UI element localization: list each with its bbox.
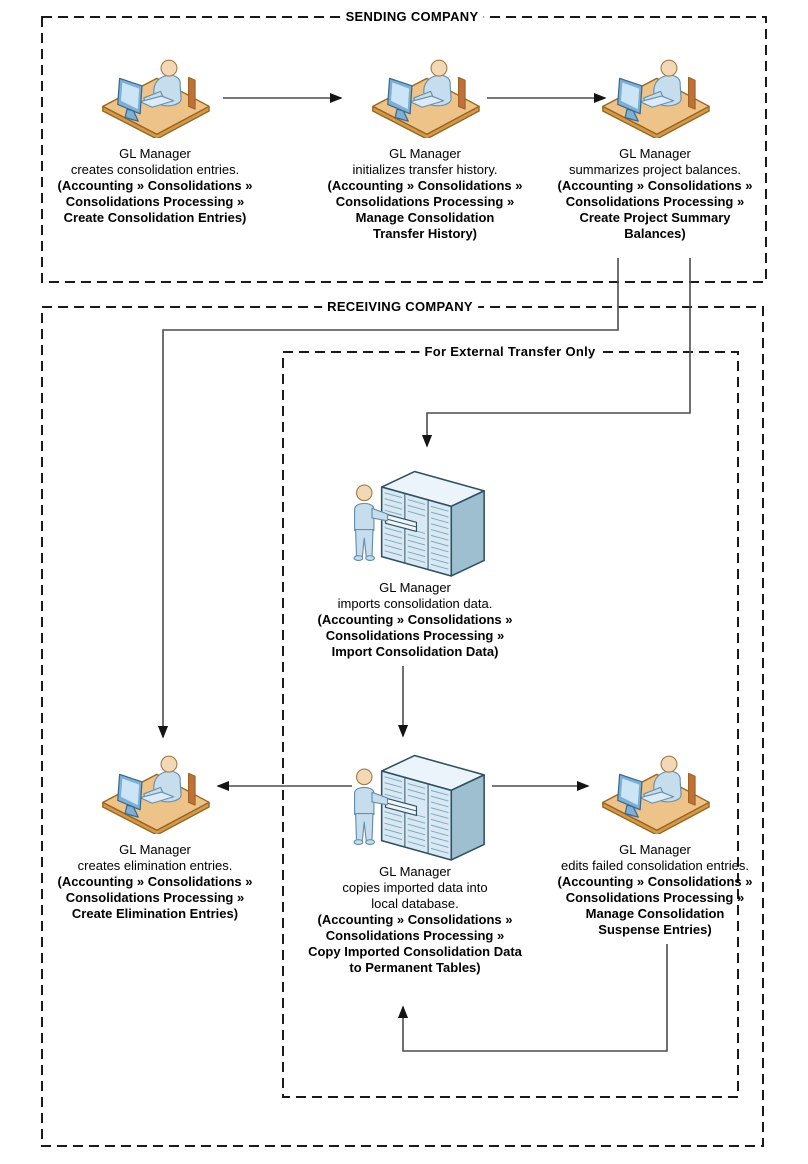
node-text-line: Consolidations Processing » (565, 194, 745, 209)
node-title: GL Manager (619, 146, 691, 161)
node-title: GL Manager (379, 864, 451, 879)
node-text-line: local database. (371, 896, 459, 911)
node-text-line: creates elimination entries. (77, 858, 233, 873)
node-text-line: to Permanent Tables) (349, 960, 481, 975)
node-text-line: Manage Consolidation (355, 210, 495, 225)
person-at-computer-icon (369, 56, 481, 138)
node-action (530, 858, 780, 874)
node-title: GL Manager (119, 842, 191, 857)
node-text-line: summarizes project balances. (569, 162, 741, 177)
node-text-line: (Accounting » Consolidations » (317, 912, 513, 927)
node-action (530, 162, 780, 178)
node-action (290, 880, 540, 912)
node-text-line: Import Consolidation Data) (331, 644, 499, 659)
node-text-line: Consolidations Processing » (65, 194, 245, 209)
node-text-line: (Accounting » Consolidations » (557, 178, 753, 193)
node-action (30, 858, 280, 874)
node-copy-imported-data (290, 740, 540, 976)
sending-company-label: SENDING COMPANY (341, 9, 484, 25)
person-at-computer-icon (99, 56, 211, 138)
node-summarize-project-balances (530, 56, 780, 242)
receiving-company-label: RECEIVING COMPANY (322, 299, 478, 315)
node-text-line: Consolidations Processing » (325, 928, 505, 943)
node-path (30, 178, 280, 226)
node-action (30, 162, 280, 178)
node-text-line: Consolidations Processing » (325, 628, 505, 643)
node-edit-failed-consolidation-entries (530, 752, 780, 938)
node-text-line: copies imported data into (342, 880, 488, 895)
node-text-line: Create Consolidation Entries) (63, 210, 247, 225)
node-path (290, 912, 540, 976)
external-transfer-label: For External Transfer Only (419, 344, 600, 360)
node-path (300, 178, 550, 242)
node-text-line: Consolidations Processing » (565, 890, 745, 905)
node-text-line: (Accounting » Consolidations » (327, 178, 523, 193)
node-text-line: Consolidations Processing » (65, 890, 245, 905)
node-text-line: (Accounting » Consolidations » (557, 874, 753, 889)
node-title: GL Manager (379, 580, 451, 595)
node-text-line: imports consolidation data. (337, 596, 493, 611)
node-path (530, 874, 780, 938)
node-create-consolidation-entries (30, 56, 280, 226)
node-text-line: Create Elimination Entries) (71, 906, 239, 921)
node-create-elimination-entries (30, 752, 280, 922)
node-text-line: edits failed consolidation entries. (561, 858, 749, 873)
person-at-servers-icon (343, 740, 488, 861)
node-text-line: (Accounting » Consolidations » (57, 874, 253, 889)
node-import-consolidation-data (290, 456, 540, 660)
node-text-line: Balances) (624, 226, 686, 241)
node-path (290, 612, 540, 660)
person-at-servers-icon (343, 456, 488, 577)
node-text-line: Suspense Entries) (598, 922, 712, 937)
person-at-computer-icon (599, 56, 711, 138)
node-text-line: (Accounting » Consolidations » (57, 178, 253, 193)
node-text-line: Copy Imported Consolidation Data (308, 944, 522, 959)
node-path (530, 178, 780, 242)
person-at-computer-icon (99, 752, 211, 834)
node-text-line: creates consolidation entries. (70, 162, 240, 177)
node-title: GL Manager (389, 146, 461, 161)
node-text-line: Consolidations Processing » (335, 194, 515, 209)
node-action (290, 596, 540, 612)
node-title: GL Manager (119, 146, 191, 161)
node-text-line: Manage Consolidation (585, 906, 725, 921)
node-title: GL Manager (619, 842, 691, 857)
node-action (300, 162, 550, 178)
person-at-computer-icon (599, 752, 711, 834)
node-initialize-transfer-history (300, 56, 550, 242)
node-text-line: Create Project Summary (579, 210, 731, 225)
node-path (30, 874, 280, 922)
node-text-line: Transfer History) (372, 226, 478, 241)
node-text-line: initializes transfer history. (352, 162, 498, 177)
node-text-line: (Accounting » Consolidations » (317, 612, 513, 627)
